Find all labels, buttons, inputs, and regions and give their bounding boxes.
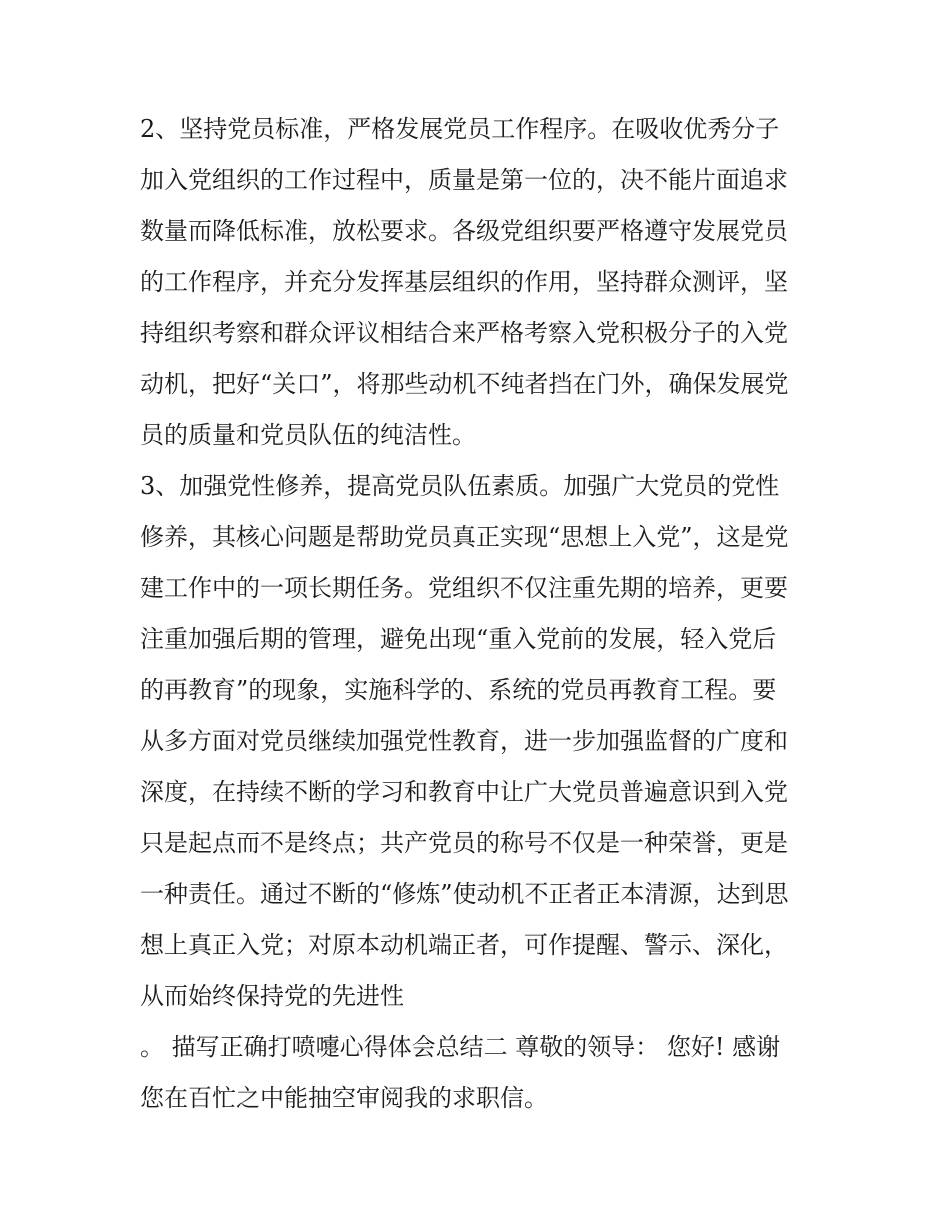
text-line: 2、坚持党员标准，严格发展党员工作程序。在吸收优秀分子 bbox=[140, 115, 780, 143]
text-line: 的工作程序，并充分发挥基层组织的作用，坚持群众测评，坚 bbox=[140, 268, 788, 296]
text-line: 员的质量和党员队伍的纯洁性。 bbox=[140, 421, 476, 449]
text-line: 深度，在持续不断的学习和教育中让广大党员普遍意识到入党 bbox=[140, 778, 788, 806]
text-line: 从多方面对党员继续加强党性教育，进一步加强监督的广度和 bbox=[140, 727, 788, 755]
text-line: 修养，其核心问题是帮助党员真正实现“思想上入党”，这是党 bbox=[140, 523, 789, 551]
text-line: 3、加强党性修养，提高党员队伍素质。加强广大党员的党性 bbox=[140, 472, 780, 500]
text-line: 的再教育”的现象，实施科学的、系统的党员再教育工程。要 bbox=[140, 676, 777, 704]
text-line: 。 描写正确打喷嚏心得体会总结二 尊敬的领导： 您好! 感谢 bbox=[140, 1033, 781, 1061]
text-line: 只是起点而不是终点；共产党员的称号不仅是一种荣誉，更是 bbox=[140, 829, 788, 857]
text-line: 建工作中的一项长期任务。党组织不仅注重先期的培养，更要 bbox=[140, 574, 788, 602]
body-text bbox=[140, 104, 820, 1124]
text-line: 加入党组织的工作过程中，质量是第一位的，决不能片面追求 bbox=[140, 166, 788, 194]
text-line: 数量而降低标准，放松要求。各级党组织要严格遵守发展党员 bbox=[140, 217, 788, 245]
text-line: 一种责任。通过不断的“修炼”使动机不正者正本清源，达到思 bbox=[140, 880, 789, 908]
text-line: 您在百忙之中能抽空审阅我的求职信。 bbox=[140, 1084, 548, 1112]
text-line: 注重加强后期的管理，避免出现“重入党前的发展，轻入党后 bbox=[140, 625, 777, 653]
text-line: 动机，把好“关口”，将那些动机不纯者挡在门外，确保发展党 bbox=[140, 370, 789, 398]
text-line: 想上真正入党；对原本动机端正者，可作提醒、警示、深化， bbox=[140, 931, 788, 959]
text-line: 从而始终保持党的先进性 bbox=[140, 982, 404, 1010]
text-line: 持组织考察和群众评议相结合来严格考察入党积极分子的入党 bbox=[140, 319, 788, 347]
